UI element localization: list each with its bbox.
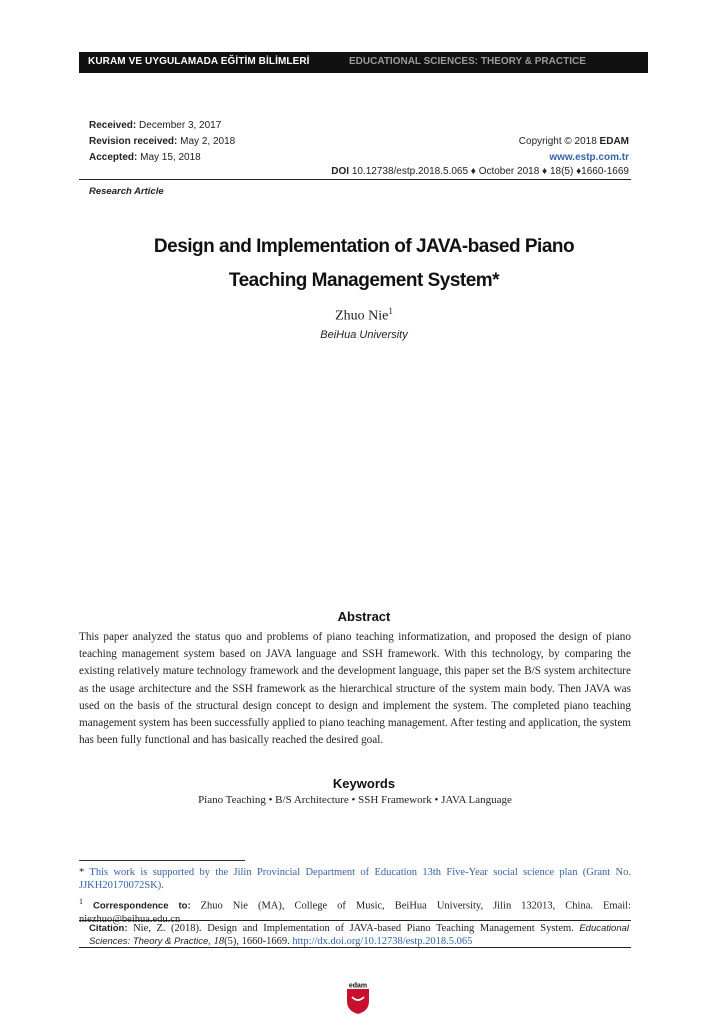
correspondence-text: Zhuo Nie (MA), College of Music, BeiHua University, Jilin 132013, China. Email: niezhuo@beihua.edu.cn (79, 900, 632, 925)
received-date: Received: December 3, 2017 (89, 120, 222, 131)
revision-date: Revision received: May 2, 2018 (89, 136, 236, 147)
paper-title-line-1: Design and Implementation of JAVA-based Piano (153, 236, 575, 257)
citation-journal: Educational Sciences: Theory & Practice, (89, 923, 629, 947)
journal-name-english: EDUCATIONAL SCIENCES: THEORY & PRACTICE (349, 56, 586, 67)
edam-logo (345, 981, 371, 1015)
keywords-heading: Keywords (332, 776, 396, 791)
accepted-date: Accepted: May 15, 2018 (89, 152, 201, 163)
funding-footnote-mark: * (79, 867, 85, 878)
copyright-notice: Copyright © 2018 EDAM (518, 136, 629, 147)
journal-name-turkish: KURAM VE UYGULAMADA EĞİTİM BİLİMLERİ (88, 56, 310, 67)
edam-logo-text: edam (348, 982, 368, 990)
citation-top-rule (79, 920, 631, 921)
paper-title-line-2: Teaching Management System* (228, 270, 500, 291)
citation-label: Citation: (89, 923, 128, 934)
edam-logo-icon (345, 981, 371, 1015)
abstract-text: This paper analyzed the status quo and problems of piano teaching informatization, and proposed the design of piano teaching management system based on JAVA language and SSH framework. With this technology, by comparing the existing relatively mature technology framework and the development language, this paper set the B/S system architecture as the usage architecture and the SSH framework as the hierarchical structure of the system main body. Then JAVA was used on the basis of the structural design concept to design and implement the system. The completed piano teaching management system has been successfully applied to piano teaching management. After testing and application, the system has been fully functional and has basically reached the desired goal. (79, 631, 631, 747)
citation-block (89, 922, 629, 948)
article-type: Research Article (89, 186, 164, 197)
funding-footnote (79, 866, 631, 892)
correspondence-mark: 1 (79, 897, 83, 906)
abstract-heading: Abstract (337, 609, 391, 624)
citation-text: Nie, Z. (2018). Design and Implementation of JAVA-based Piano Teaching Management System. (133, 923, 574, 934)
keywords-list: Piano Teaching • B/S Architecture • SSH Framework • JAVA Language (198, 794, 512, 806)
journal-banner (79, 52, 648, 73)
citation-bottom-rule (79, 947, 631, 948)
funding-footnote-text: This work is supported by the Jilin Provincial Department of Education 13th Five-Year social science plan (Grant No. JJKH20170072SK). (79, 867, 632, 891)
doi-line: DOI 10.12738/estp.2018.5.065 ♦ October 2018 ♦ 18(5) ♦1660-1669 (331, 166, 629, 177)
citation-volume: 18 (213, 936, 225, 947)
footnote-divider (79, 860, 245, 861)
author-footnote-mark: 1 (388, 306, 393, 316)
correspondence-label: Correspondence to: (93, 900, 191, 912)
author-affiliation: BeiHua University (320, 329, 408, 341)
author-name: Zhuo Nie (335, 308, 389, 324)
citation-doi-link[interactable]: http://dx.doi.org/10.12738/estp.2018.5.065 (292, 936, 473, 947)
author-line (0, 306, 728, 325)
header-divider (79, 179, 631, 180)
journal-website-link[interactable]: www.estp.com.tr (549, 152, 629, 163)
citation-issue-pages: (5), 1660-1669. (224, 936, 290, 947)
